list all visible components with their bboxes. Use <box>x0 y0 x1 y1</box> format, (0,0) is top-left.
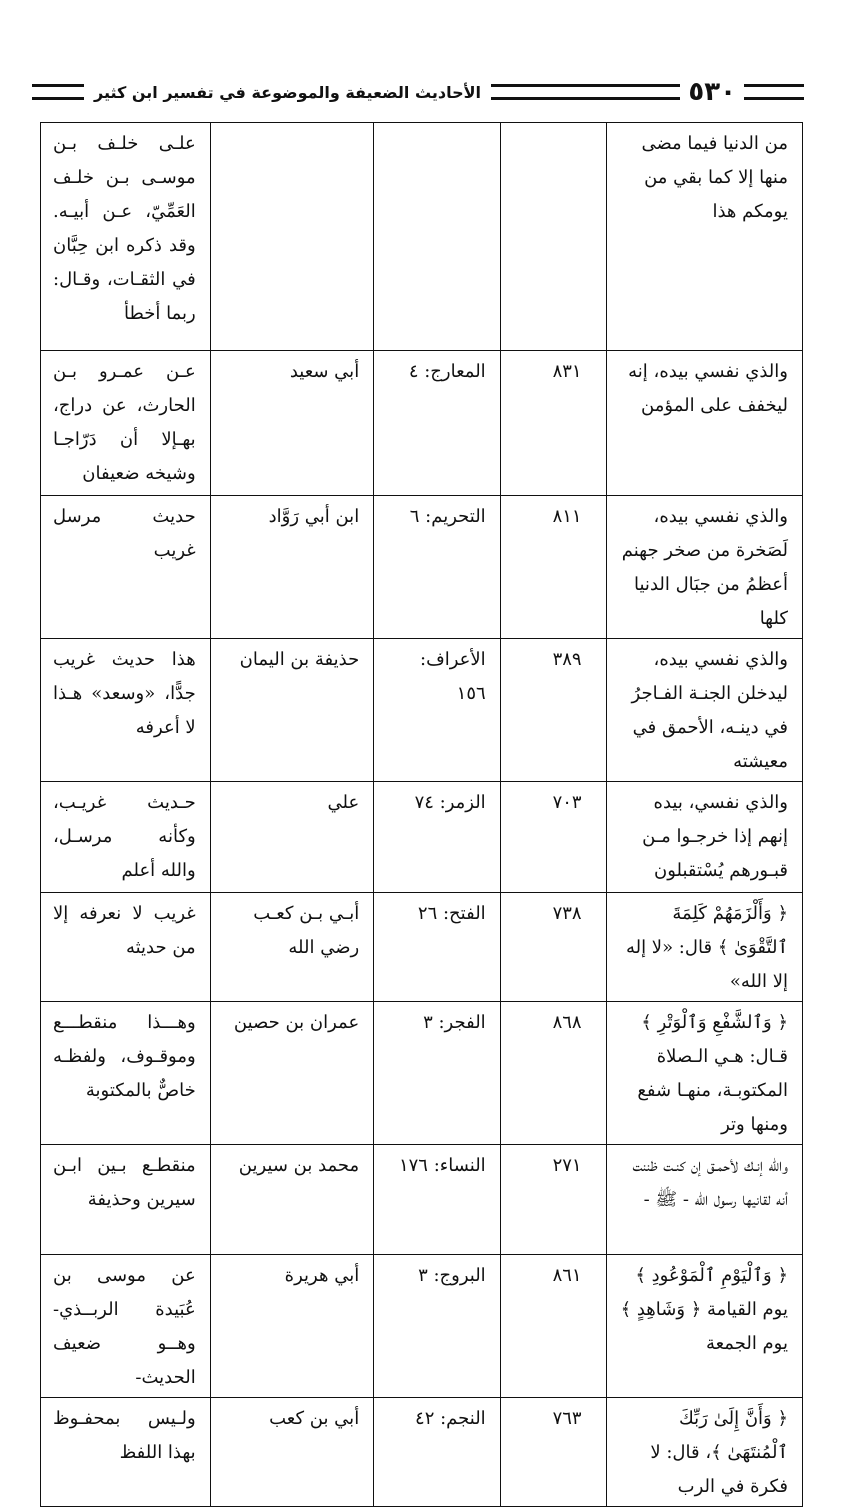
grading-note-cell: عـن عمـرو بـن الحارث، عن دراج، بهـإلا أن دَرّاجـا وشيخه ضعيفان <box>41 351 211 496</box>
hadith-text-cell: والله إنـك لأحمـق إن كنـت ظننت أنه لقانيها رسول الله - ﷺ - <box>606 1145 802 1255</box>
narrator-cell <box>210 123 374 351</box>
hadith-number-cell <box>500 123 606 351</box>
hadith-number-cell: ٣٨٩ <box>500 639 606 782</box>
narrator-cell: علي <box>210 782 374 893</box>
verse-reference-cell: المعارج: ٤ <box>374 351 500 496</box>
narrator-cell: ابن أبي رَوَّاد <box>210 496 374 639</box>
hadith-text-cell: من الدنيا فيما مضى منها إلا كما بقي من يومكم هذا <box>606 123 802 351</box>
table-row <box>41 1002 803 1145</box>
hadith-number-cell: ٨٦١ <box>500 1255 606 1398</box>
hadith-number-cell: ٧٠٣ <box>500 782 606 893</box>
narrator-cell: أبي سعيد <box>210 351 374 496</box>
verse-reference-cell: النساء: ١٧٦ <box>374 1145 500 1255</box>
verse-reference-cell: الزمر: ٧٤ <box>374 782 500 893</box>
narrator-cell: محمد بن سيرين <box>210 1145 374 1255</box>
narrator-cell: حذيفة بن اليمان <box>210 639 374 782</box>
running-title: الأحاديث الضعيفة والموضوعة في تفسير ابن كثير <box>94 82 482 102</box>
narrator-cell: عمران بن حصين <box>210 1002 374 1145</box>
narrator-cell: أبي بن كعب <box>210 1398 374 1507</box>
hadith-text-cell: والذي نفسي بيده، إنه ليخفف على المؤمن <box>606 351 802 496</box>
grading-note-cell: حديث مرسل غريب <box>41 496 211 639</box>
grading-note-cell: علـى خلـف بـن موسـى بـن خلـف العَمِّيّ، عـن أبيـه. وقد ذكره ابن حِبَّان في الثقـات، وقـال: ربما أخطأ <box>41 123 211 351</box>
grading-note-cell: وهـــذا منقطـــع وموقـوف، ولفظـه خاصٌّ بالمكتوبة <box>41 1002 211 1145</box>
header-rule-left <box>32 84 84 100</box>
hadith-text-cell: ﴿ وَأَلْزَمَهُمْ كَلِمَةَ ٱلتَّقْوَىٰ ﴾ قال: «لا إله إلا الله» <box>606 893 802 1002</box>
hadith-text-cell: ﴿ وَٱلْيَوْمِ ٱلْمَوْعُودِ ﴾ يوم القيامة ﴿ وَشَاهِدٍ ﴾ يوم الجمعة <box>606 1255 802 1398</box>
table-row <box>41 1145 803 1255</box>
table-row <box>41 496 803 639</box>
table-row <box>41 351 803 496</box>
verse-reference-cell: النجم: ٤٢ <box>374 1398 500 1507</box>
table-row <box>41 1398 803 1507</box>
running-header <box>32 74 804 110</box>
table-row <box>41 639 803 782</box>
grading-note-cell: عن موسى بن عُبَيدة الربــذي-وهــو ضعيف الحديث- <box>41 1255 211 1398</box>
page-number: ٥٣٠ <box>688 77 736 107</box>
narrator-cell: أبـي بـن كعـب رضي الله <box>210 893 374 1002</box>
grading-note-cell: ولـيس بمحفـوظ بهذا اللفظ <box>41 1398 211 1507</box>
hadith-table <box>40 122 803 1507</box>
narrator-cell: أبي هريرة <box>210 1255 374 1398</box>
table-row <box>41 893 803 1002</box>
header-rule-right <box>744 84 804 100</box>
hadith-text-cell: والذي نفسي بيده، لَصَخرة من صخر جهنم أعظمُ من جبَال الدنيا كلها <box>606 496 802 639</box>
verse-reference-cell: الأعراف: ١٥٦ <box>374 639 500 782</box>
grading-note-cell: حـديث غريـب، وكأنه مرسـل، والله أعلم <box>41 782 211 893</box>
table-row <box>41 123 803 351</box>
header-rule-middle <box>491 84 680 100</box>
hadith-number-cell: ٨١١ <box>500 496 606 639</box>
verse-reference-cell <box>374 123 500 351</box>
verse-reference-cell: التحريم: ٦ <box>374 496 500 639</box>
grading-note-cell: هذا حديث غريب جدًّا، «وسعد» هـذا لا أعرفه <box>41 639 211 782</box>
hadith-text-cell: والذي نفسي، بيده إنهم إذا خرجـوا مـن قبـورهم يُسْتقبلون <box>606 782 802 893</box>
hadith-number-cell: ٨٦٨ <box>500 1002 606 1145</box>
verse-reference-cell: الفتح: ٢٦ <box>374 893 500 1002</box>
hadith-number-cell: ٧٦٣ <box>500 1398 606 1507</box>
hadith-number-cell: ٧٣٨ <box>500 893 606 1002</box>
table-row <box>41 1255 803 1398</box>
hadith-text-cell: والذي نفسي بيده، ليدخلن الجنـة الفـاجرُ في دينـه، الأحمق في معيشته <box>606 639 802 782</box>
hadith-number-cell: ٢٧١ <box>500 1145 606 1255</box>
hadith-text-cell: ﴿ وَأَنَّ إِلَىٰ رَبِّكَ ٱلْمُنتَهَىٰ ﴾، قال: لا فكرة في الرب <box>606 1398 802 1507</box>
verse-reference-cell: البروج: ٣ <box>374 1255 500 1398</box>
table-row <box>41 782 803 893</box>
hadith-text-cell: ﴿ وَٱلشَّفْعِ وَٱلْوَتْرِ ﴾ قـال: هـي الـصلاة المكتوبـة، منهـا شفع ومنها وتر <box>606 1002 802 1145</box>
grading-note-cell: منقطـع بـين ابـن سيرين وحذيفة <box>41 1145 211 1255</box>
verse-reference-cell: الفجر: ٣ <box>374 1002 500 1145</box>
grading-note-cell: غريب لا نعرفه إلا من حديثه <box>41 893 211 1002</box>
hadith-number-cell: ٨٣١ <box>500 351 606 496</box>
